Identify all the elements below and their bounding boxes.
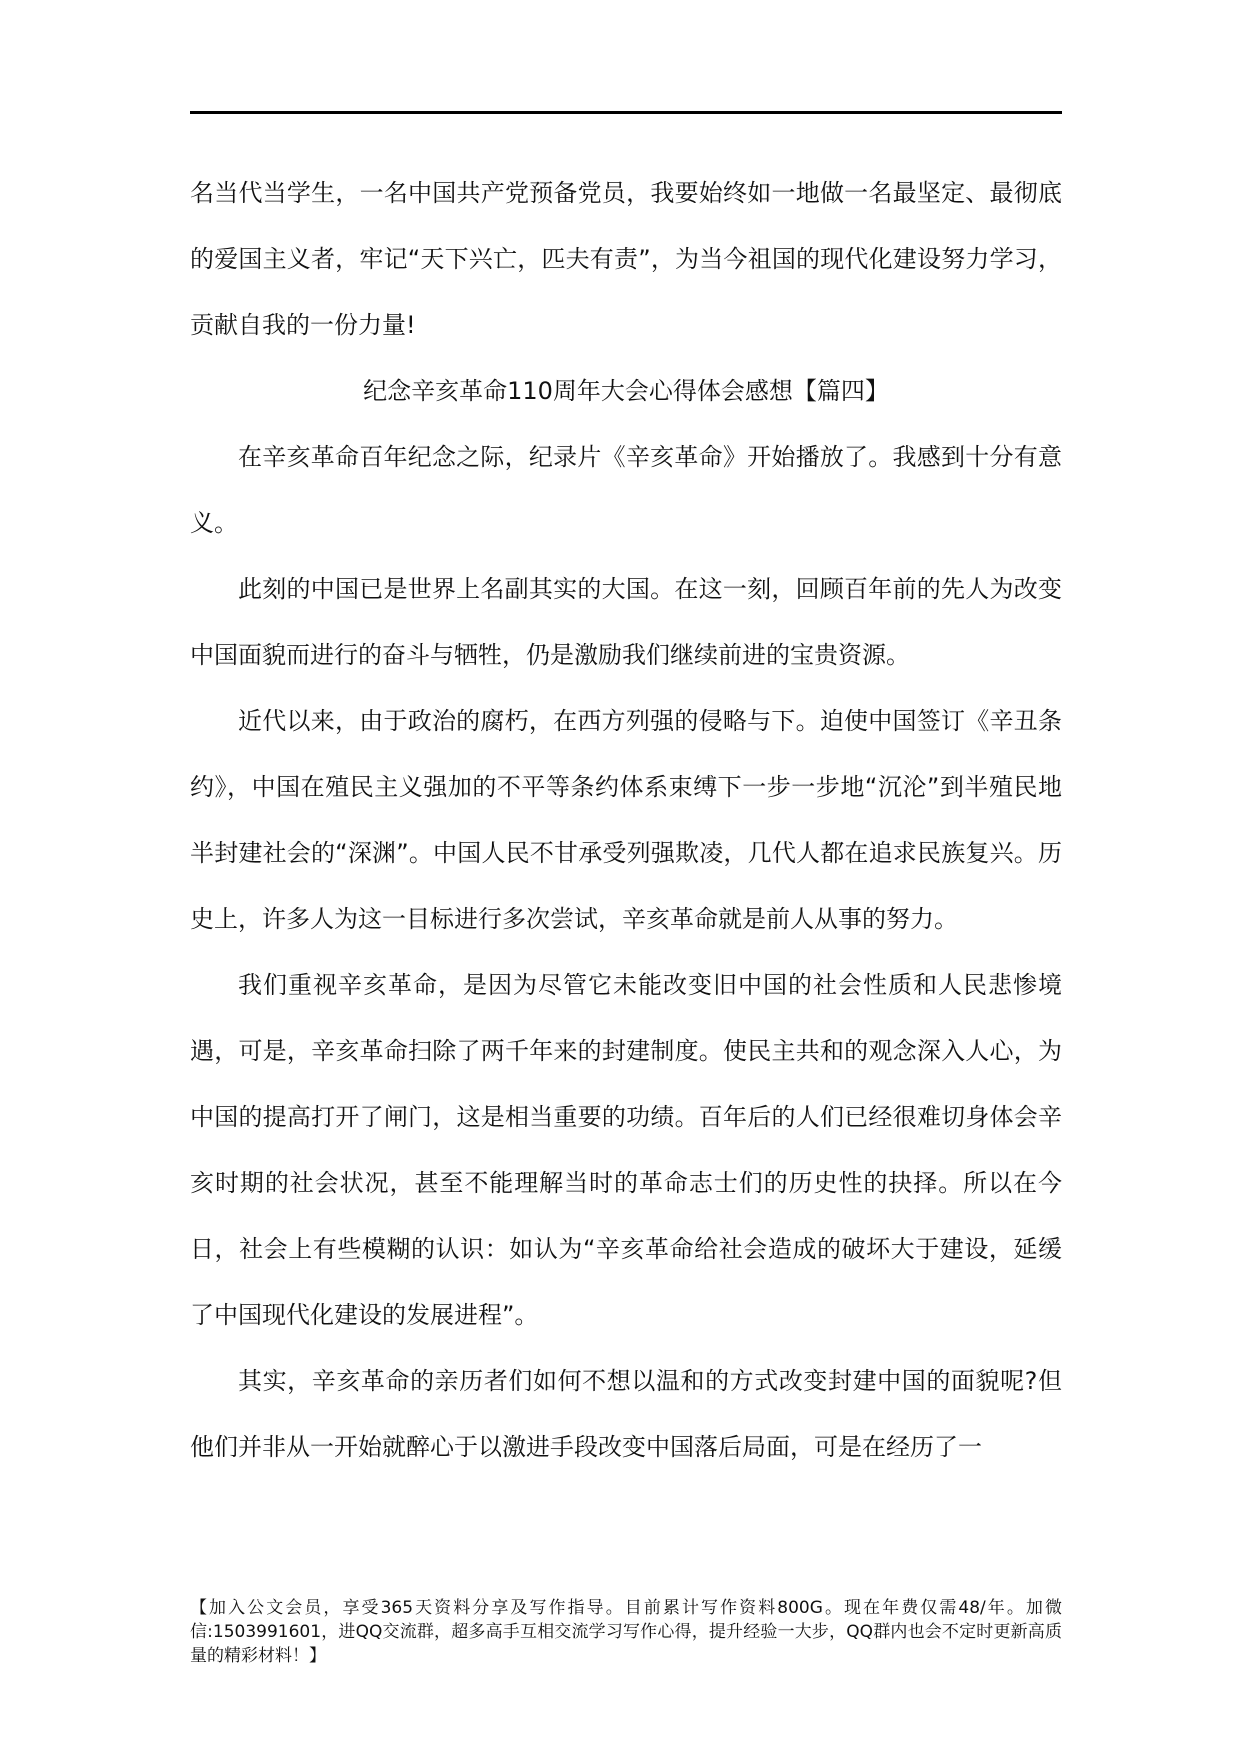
document-body [190,160,1062,1480]
paragraph: 此刻的中国已是世界上名副其实的大国。在这一刻，回顾百年前的先人为改变中国面貌而进行的奋斗与牺牲，仍是激励我们继续前进的宝贵资源。 [190,575,1062,669]
paragraph: 在辛亥革命百年纪念之际，纪录片《辛亥革命》开始播放了。我感到十分有意义。 [190,443,1062,537]
section-heading: 纪念辛亥革命110周年大会心得体会感想【篇四】 [363,377,889,405]
header-rule [190,111,1062,114]
paragraph: 其实，辛亥革命的亲历者们如何不想以温和的方式改变封建中国的面貌呢?但他们并非从一开始就醉心于以激进手段改变中国落后局面，可是在经历了一 [190,1367,1062,1461]
footer-promo-note: 【加入公文会员，享受365天资料分享及写作指导。目前累计写作资料800G。现在年费仅需48/年。加微信:1503991601，进QQ交流群，超多高手互相交流学习写作心得，提升经验一大步，QQ群内也会不定时更新高质量的精彩材料！】 [190,1598,1062,1666]
paragraph: 近代以来，由于政治的腐朽，在西方列强的侵略与下。迫使中国签订《辛丑条约》，中国在殖民主义强加的不平等条约体系束缚下一步一步地“沉沦”到半殖民地半封建社会的“深渊”。中国人民不甘承受列强欺凌，几代人都在追求民族复兴。历史上，许多人为这一目标进行多次尝试，辛亥革命就是前人从事的努力。 [190,707,1062,933]
paragraph-continued: 名当代当学生，一名中国共产党预备党员，我要始终如一地做一名最坚定、最彻底的爱国主义者，牢记“天下兴亡，匹夫有责”，为当今祖国的现代化建设努力学习，贡献自我的一份力量! [190,179,1062,339]
paragraph: 我们重视辛亥革命，是因为尽管它未能改变旧中国的社会性质和人民悲惨境遇，可是，辛亥革命扫除了两千年来的封建制度。使民主共和的观念深入人心，为中国的提高打开了闸门，这是相当重要的功绩。百年后的人们已经很难切身体会辛亥时期的社会状况，甚至不能理解当时的革命志士们的历史性的抉择。所以在今日，社会上有些模糊的认识：如认为“辛亥革命给社会造成的破坏大于建设，延缓了中国现代化建设的发展进程”。 [190,971,1062,1329]
